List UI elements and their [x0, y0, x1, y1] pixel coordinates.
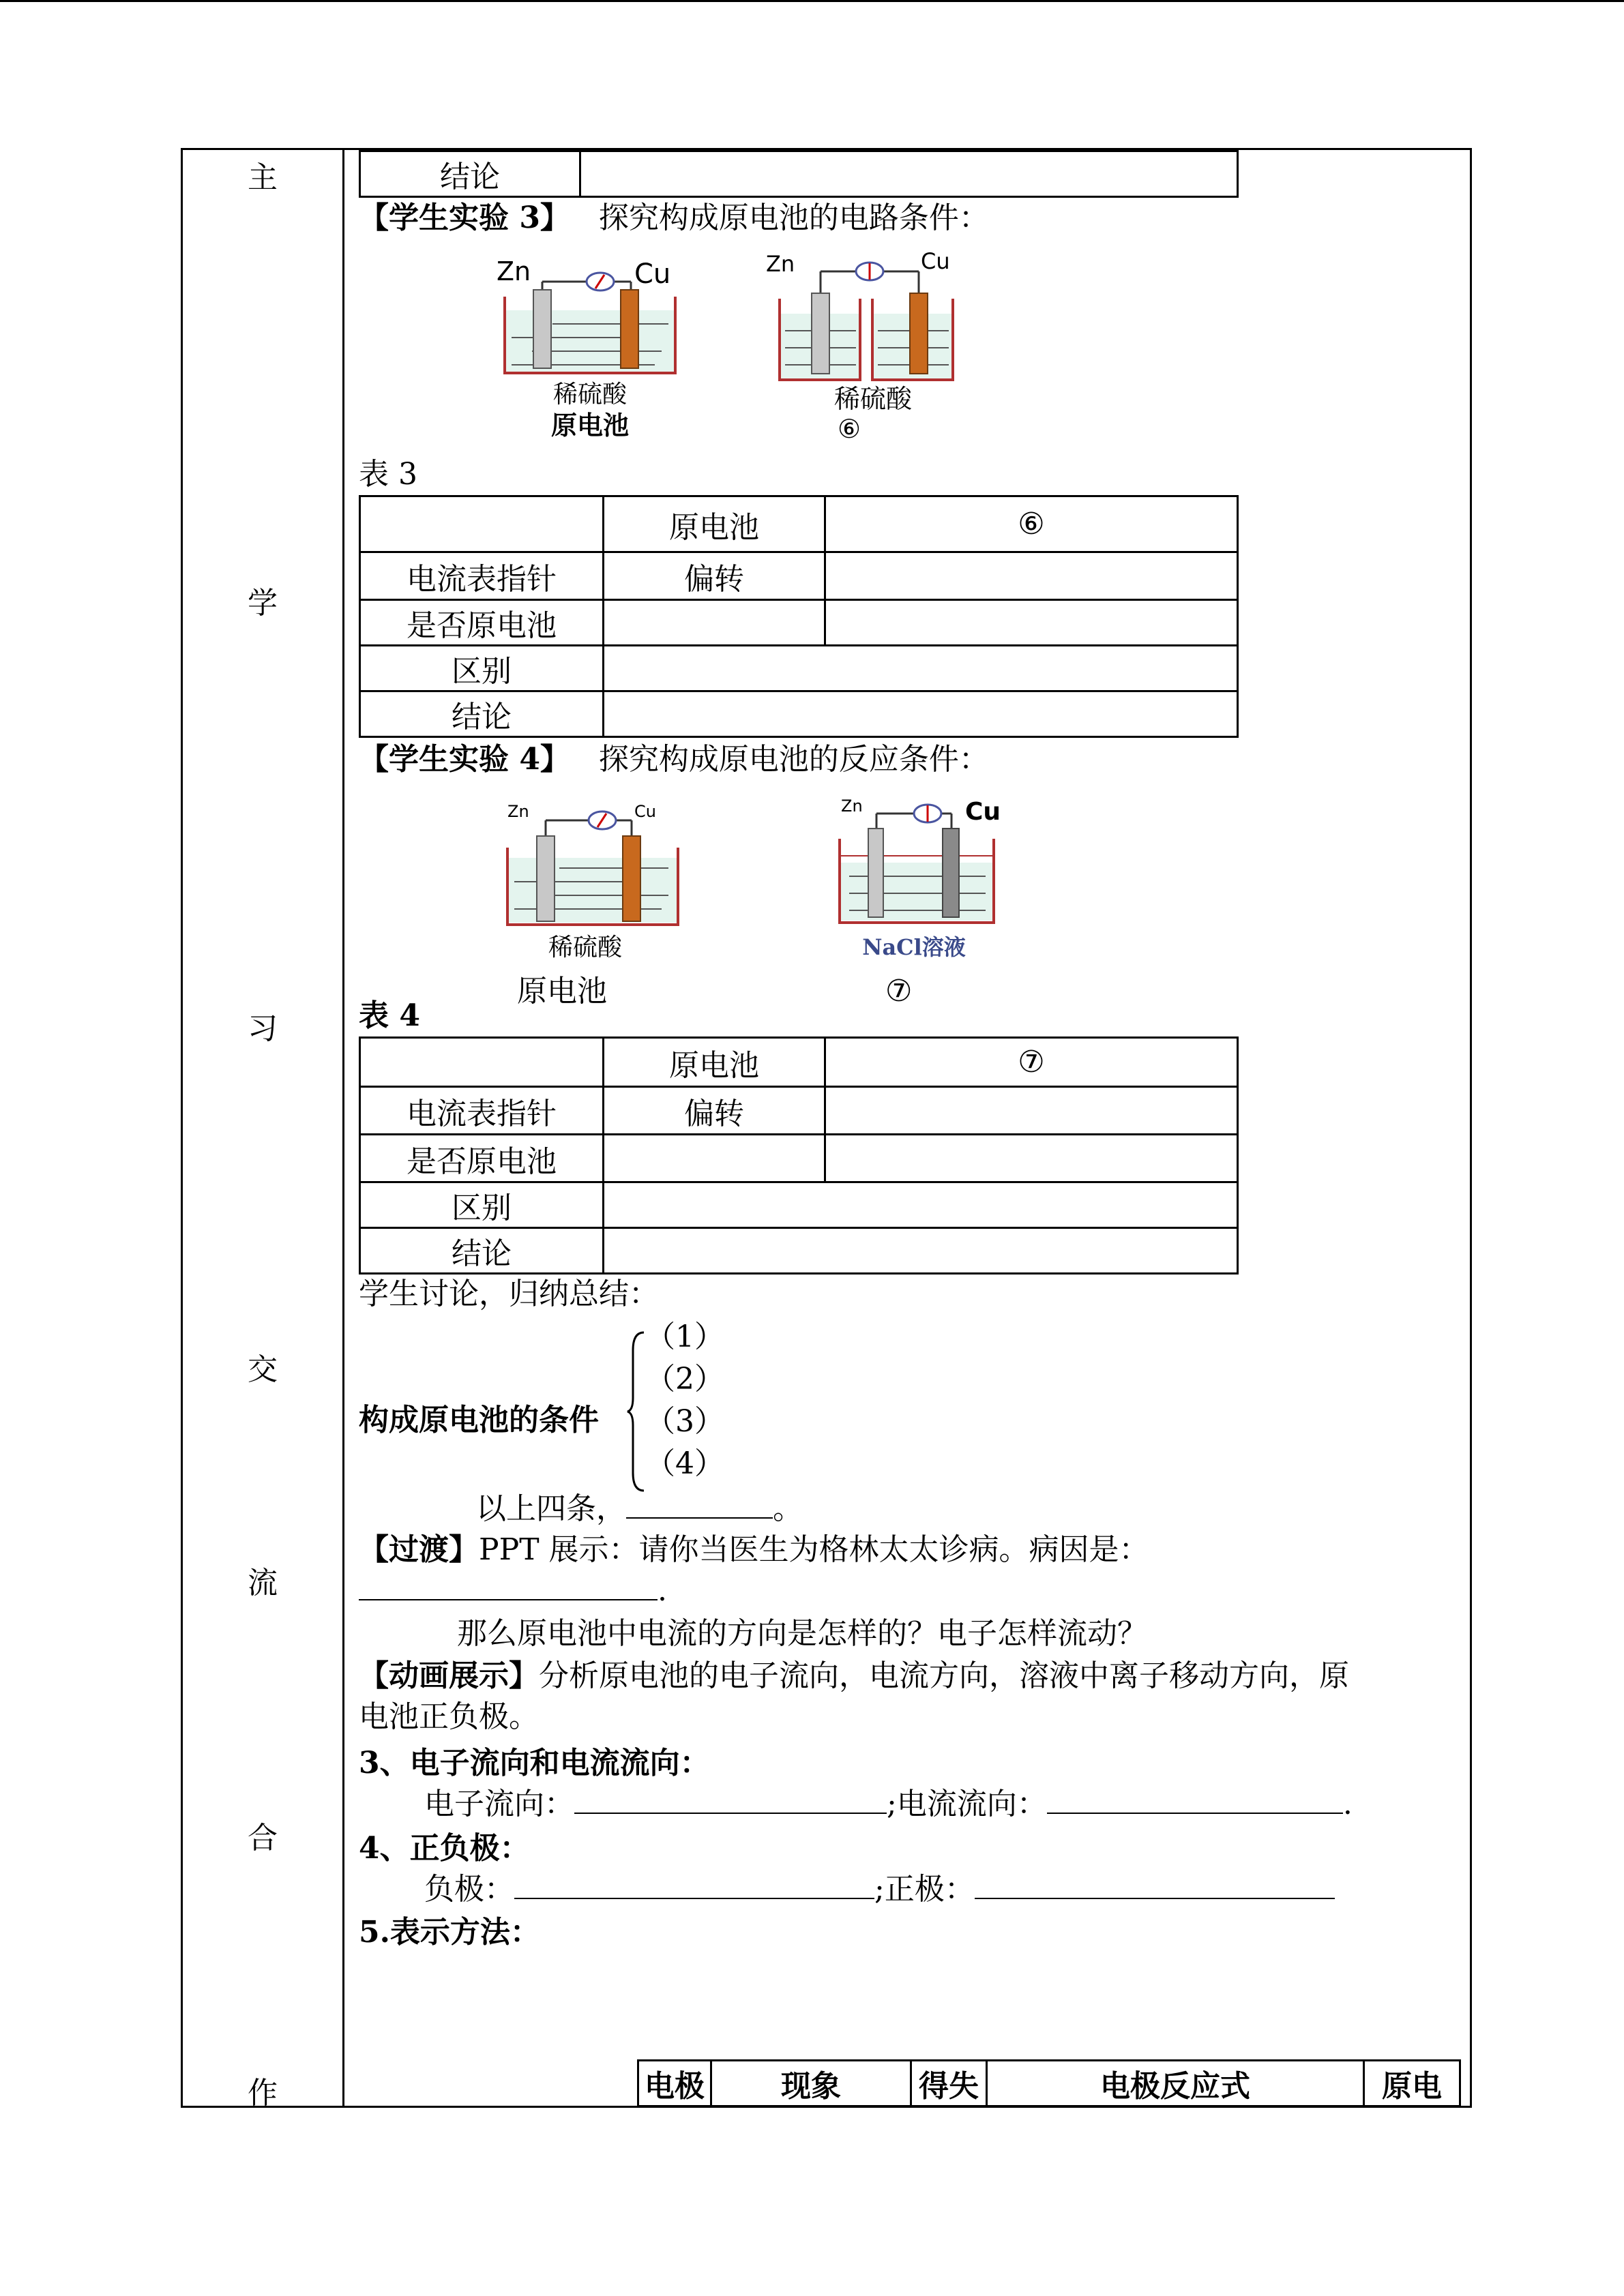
transition-text: PPT 展示：请你当医生为格林太太诊病。病因是： — [479, 1532, 1149, 1567]
side-label: 学 — [248, 586, 278, 621]
table-cell: 区别 — [360, 646, 604, 691]
exp4-title: 探究构成原电池的反应条件： — [598, 742, 989, 777]
table-row — [360, 1087, 1238, 1135]
sec3-title: 3、电子流向和电流流向： — [359, 1746, 710, 1780]
table-row — [360, 646, 1238, 691]
top-rule — [0, 0, 1624, 2]
side-label: 作 — [248, 2076, 278, 2111]
side-label: 合 — [248, 1821, 278, 1855]
exp3-heading: 【学生实验 3】 — [359, 200, 570, 235]
answer-blank — [514, 1891, 874, 1899]
transition-heading: 【过渡】 — [359, 1532, 479, 1567]
table-cell — [604, 1135, 825, 1182]
table-cell: 得失 — [911, 2061, 987, 2106]
zn-label: Zn — [841, 796, 863, 816]
table-cell: 电极 — [638, 2061, 711, 2106]
figure-caption: ⑥ — [837, 414, 861, 444]
table4-label: 表 4 — [359, 998, 420, 1033]
cu-electrode — [623, 836, 640, 921]
answer-blank — [1047, 1806, 1343, 1814]
exp3-cell-figure-left — [491, 249, 689, 447]
table-cell: 结论 — [360, 691, 604, 737]
condition-item: （2） — [645, 1362, 724, 1397]
table-cell: 是否原电池 — [360, 1135, 604, 1182]
exp4-cell-figure-right — [836, 791, 1013, 968]
zn-electrode — [537, 836, 555, 921]
sec4-title: 4、正负极： — [359, 1831, 530, 1866]
question-text: 那么原电池中电流的方向是怎样的？电子怎样流动？ — [457, 1616, 1147, 1651]
transition-end: . — [658, 1573, 667, 1608]
side-label: 主 — [248, 160, 278, 195]
cu-label: Cu — [965, 798, 1001, 826]
table-cell — [825, 1087, 1238, 1135]
answer-blank — [975, 1891, 1335, 1899]
table-cell: ⑥ — [825, 496, 1238, 552]
answer-blank — [359, 1592, 658, 1600]
animation-text: 分析原电池的电子流向，电流方向，溶液中离子移动方向，原 — [539, 1658, 1349, 1693]
table-cell: 原电 — [1364, 2061, 1460, 2106]
sec4-label-b: ;正极： — [874, 1872, 975, 1907]
exp4-left-caption: 原电池 — [517, 974, 607, 1009]
sec3-label-a: 电子流向： — [424, 1787, 574, 1821]
table3-label: 表 3 — [359, 457, 417, 492]
exp3-title: 探究构成原电池的电路条件： — [598, 200, 989, 235]
table-cell: 结论 — [360, 1228, 604, 1274]
table-row — [360, 600, 1238, 646]
table-cell — [604, 600, 825, 646]
cu-label: Cu — [634, 802, 656, 821]
sec3-label-b: ;电流流向： — [887, 1787, 1047, 1821]
table-row — [360, 1182, 1238, 1228]
table-cell: 偏转 — [604, 552, 825, 600]
sec3-line — [424, 1785, 1353, 1823]
solution-label: 稀硫酸 — [552, 381, 628, 408]
solution-label: 稀硫酸 — [833, 384, 913, 414]
summary-prefix: 以上四条， — [476, 1491, 626, 1526]
answer-blank — [574, 1806, 887, 1814]
exp4-heading: 【学生实验 4】 — [359, 742, 570, 777]
table-row — [360, 496, 1238, 552]
cu-label: Cu — [921, 248, 950, 274]
animation-line1 — [359, 1657, 1349, 1695]
sec4-line — [424, 1870, 1335, 1909]
table-cell: 电极反应式 — [987, 2061, 1364, 2106]
table-row — [638, 2061, 1460, 2106]
exp4-heading-line — [359, 741, 989, 779]
table-cell: ⑦ — [825, 1038, 1238, 1087]
table-row — [360, 1135, 1238, 1182]
transition-answer-line — [359, 1572, 667, 1610]
table-row — [360, 1228, 1238, 1274]
table-cell — [360, 1038, 604, 1087]
summary-line — [476, 1490, 803, 1528]
table-cell: 偏转 — [604, 1087, 825, 1135]
exp3-heading-line — [359, 199, 989, 237]
condition-item: （3） — [645, 1404, 724, 1439]
electrode-table — [637, 2059, 1461, 2107]
table-cell — [825, 1135, 1238, 1182]
table-cell — [604, 691, 1238, 737]
side-label: 流 — [248, 1566, 278, 1600]
table-cell — [825, 600, 1238, 646]
figure-caption: 原电池 — [550, 411, 630, 441]
table-cell: 是否原电池 — [360, 600, 604, 646]
zn-electrode — [868, 829, 883, 917]
table-cell — [604, 1182, 1238, 1228]
discussion-text: 学生讨论，归纳总结： — [359, 1277, 659, 1311]
condition-item: （4） — [645, 1446, 724, 1481]
cu-electrode — [910, 293, 928, 374]
table4 — [359, 1037, 1239, 1274]
zn-label: Zn — [497, 256, 531, 286]
sec3-end: . — [1342, 1787, 1353, 1821]
table-cell: 原电池 — [604, 496, 825, 552]
exp3-cell-figure-right — [761, 245, 965, 450]
summary-suffix: 。 — [773, 1491, 803, 1526]
table-cell: 原电池 — [604, 1038, 825, 1087]
solution-label: 稀硫酸 — [548, 934, 623, 961]
conclusion-label: 结论 — [360, 151, 580, 197]
animation-heading: 【动画展示】 — [359, 1658, 539, 1693]
table-cell — [604, 646, 1238, 691]
conclusion-cell — [580, 151, 1238, 197]
side-label: 习 — [248, 1011, 278, 1046]
table-cell: 电流表指针 — [360, 1087, 604, 1135]
exp4-right-caption: ⑦ — [885, 974, 913, 1009]
table-cell — [825, 552, 1238, 600]
animation-line2: 电池正负极。 — [359, 1699, 539, 1734]
column-divider — [342, 148, 344, 2108]
answer-blank — [626, 1510, 773, 1519]
table-cell — [604, 1228, 1238, 1274]
brace-icon — [626, 1330, 647, 1493]
zn-electrode — [533, 290, 551, 368]
cu-electrode — [943, 829, 959, 917]
table-cell: 区别 — [360, 1182, 604, 1228]
sec5-title: 5.表示方法： — [359, 1915, 540, 1950]
conclusion-table — [359, 150, 1239, 198]
table-cell: 电流表指针 — [360, 552, 604, 600]
table-cell — [360, 496, 604, 552]
exp4-cell-figure-left — [498, 796, 689, 967]
table-row — [360, 1038, 1238, 1087]
sec4-label-a: 负极： — [424, 1872, 514, 1907]
transition-line — [359, 1531, 1149, 1569]
cu-label: Cu — [634, 258, 671, 290]
table-cell: 现象 — [711, 2061, 911, 2106]
side-label: 交 — [248, 1352, 278, 1387]
table-row — [360, 691, 1238, 737]
conditions-label: 构成原电池的条件 — [359, 1403, 599, 1437]
table3 — [359, 495, 1239, 738]
solution-label: NaCl溶液 — [862, 934, 966, 960]
zn-label: Zn — [507, 802, 529, 821]
table-row — [360, 552, 1238, 600]
zn-electrode — [812, 293, 829, 374]
cu-electrode — [621, 290, 638, 368]
condition-item: （1） — [645, 1320, 724, 1354]
zn-label: Zn — [766, 251, 795, 277]
